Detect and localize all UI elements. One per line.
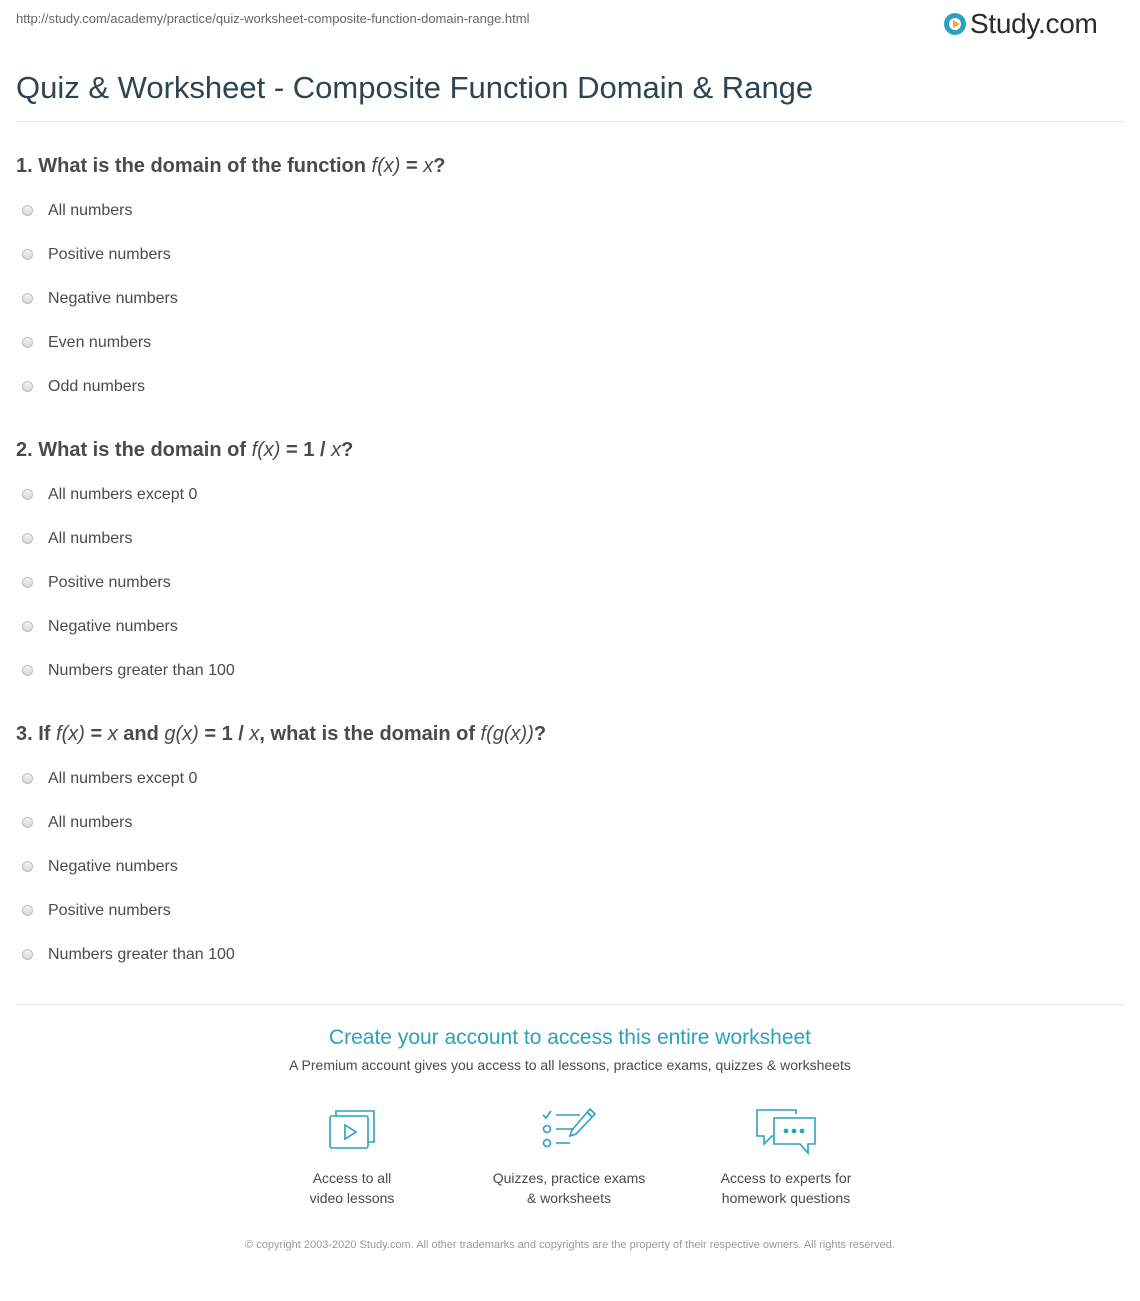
question-text: ?	[433, 155, 446, 177]
create-account-link[interactable]: Create your account to access this entire worksheet	[328, 1026, 812, 1049]
feature-line: Access to all	[312, 1170, 392, 1186]
radio-button[interactable]	[22, 949, 33, 960]
feature-line: Quizzes, practice exams	[492, 1170, 646, 1186]
radio-button[interactable]	[22, 861, 33, 872]
option-label: All numbers	[48, 814, 133, 831]
option-label: Negative numbers	[48, 858, 178, 875]
answer-option[interactable]	[22, 290, 178, 334]
question-text: 1. What is the domain of the function	[16, 155, 372, 177]
copyright-notice: © copyright 2003-2020 Study.com. All other trademarks and copyrights are the property of their respective owners. All rights reserved.	[245, 1239, 895, 1251]
option-label: Negative numbers	[48, 290, 178, 307]
answer-option[interactable]	[22, 858, 235, 902]
radio-button[interactable]	[22, 665, 33, 676]
option-label: Odd numbers	[48, 378, 145, 395]
option-label: Numbers greater than 100	[48, 946, 235, 963]
radio-button[interactable]	[22, 381, 33, 392]
answer-option[interactable]	[22, 486, 235, 530]
radio-button[interactable]	[22, 337, 33, 348]
answer-option[interactable]	[22, 770, 235, 814]
answer-option[interactable]	[22, 618, 235, 662]
answer-option[interactable]	[22, 246, 178, 290]
cta-divider	[16, 1004, 1124, 1005]
premium-description: A Premium account gives you access to all lessons, practice exams, quizzes & worksheets	[289, 1057, 851, 1073]
answer-option[interactable]	[22, 574, 235, 618]
answer-option[interactable]	[22, 814, 235, 858]
option-label: Negative numbers	[48, 618, 178, 635]
radio-button[interactable]	[22, 533, 33, 544]
radio-button[interactable]	[22, 489, 33, 500]
question-text: 2. What is the domain of	[16, 439, 252, 461]
math-expression: f(x)	[371, 155, 401, 177]
option-label: All numbers	[48, 530, 133, 547]
chat-experts-icon	[754, 1106, 818, 1156]
title-divider	[16, 121, 1124, 122]
question-text: 3. If	[16, 723, 57, 745]
feature-line: video lessons	[309, 1190, 395, 1206]
feature-line: homework questions	[721, 1190, 851, 1206]
question-text: = 1 /	[198, 723, 250, 745]
math-expression: x	[331, 439, 342, 461]
math-expression: f(g(x))	[480, 723, 534, 745]
radio-button[interactable]	[22, 817, 33, 828]
quiz-checklist-icon	[540, 1106, 598, 1152]
radio-button[interactable]	[22, 773, 33, 784]
question-text: ?	[533, 723, 547, 745]
radio-button[interactable]	[22, 293, 33, 304]
question-1	[16, 155, 445, 178]
question-2-options	[22, 486, 235, 706]
video-lessons-icon	[326, 1106, 378, 1152]
answer-option[interactable]	[22, 662, 235, 706]
question-text: = 1 /	[280, 439, 332, 461]
logo-text: Study.com	[970, 8, 1098, 39]
answer-option[interactable]	[22, 378, 178, 422]
math-expression: x	[107, 723, 118, 745]
option-label: All numbers except 0	[48, 770, 198, 787]
question-text: and	[117, 723, 165, 745]
answer-option[interactable]	[22, 334, 178, 378]
question-3-options	[22, 770, 235, 990]
question-text: =	[84, 723, 108, 745]
answer-option[interactable]	[22, 202, 178, 246]
radio-button[interactable]	[22, 621, 33, 632]
feature-video-lessons	[252, 1106, 452, 1208]
math-expression: g(x)	[164, 723, 199, 745]
math-expression: x	[423, 155, 434, 177]
question-text: , what is the domain of	[259, 723, 481, 745]
option-label: Positive numbers	[48, 574, 171, 591]
feature-line: & worksheets	[526, 1190, 612, 1206]
option-label: All numbers except 0	[48, 486, 198, 503]
option-label: Numbers greater than 100	[48, 662, 235, 679]
feature-line: Access to experts for	[720, 1170, 852, 1186]
page-url: http://study.com/academy/practice/quiz-worksheet-composite-function-domain-range.html	[16, 11, 530, 26]
math-expression: f(x)	[251, 439, 281, 461]
radio-button[interactable]	[22, 577, 33, 588]
feature-experts	[686, 1106, 886, 1208]
question-3	[16, 723, 546, 746]
question-2	[16, 439, 353, 462]
math-expression: f(x)	[56, 723, 85, 745]
radio-button[interactable]	[22, 205, 33, 216]
study-play-logo-icon	[944, 13, 966, 35]
question-1-options	[22, 202, 178, 422]
radio-button[interactable]	[22, 905, 33, 916]
option-label: All numbers	[48, 202, 133, 219]
question-text: ?	[341, 439, 354, 461]
answer-option[interactable]	[22, 902, 235, 946]
radio-button[interactable]	[22, 249, 33, 260]
feature-quizzes	[469, 1106, 669, 1208]
option-label: Positive numbers	[48, 246, 171, 263]
answer-option[interactable]	[22, 530, 235, 574]
math-expression: x	[249, 723, 260, 745]
option-label: Even numbers	[48, 334, 152, 351]
study-logo[interactable]	[944, 6, 1098, 42]
answer-option[interactable]	[22, 946, 235, 990]
option-label: Positive numbers	[48, 902, 171, 919]
page-title: Quiz & Worksheet - Composite Function Domain & Range	[16, 70, 814, 105]
question-text: =	[400, 155, 424, 177]
